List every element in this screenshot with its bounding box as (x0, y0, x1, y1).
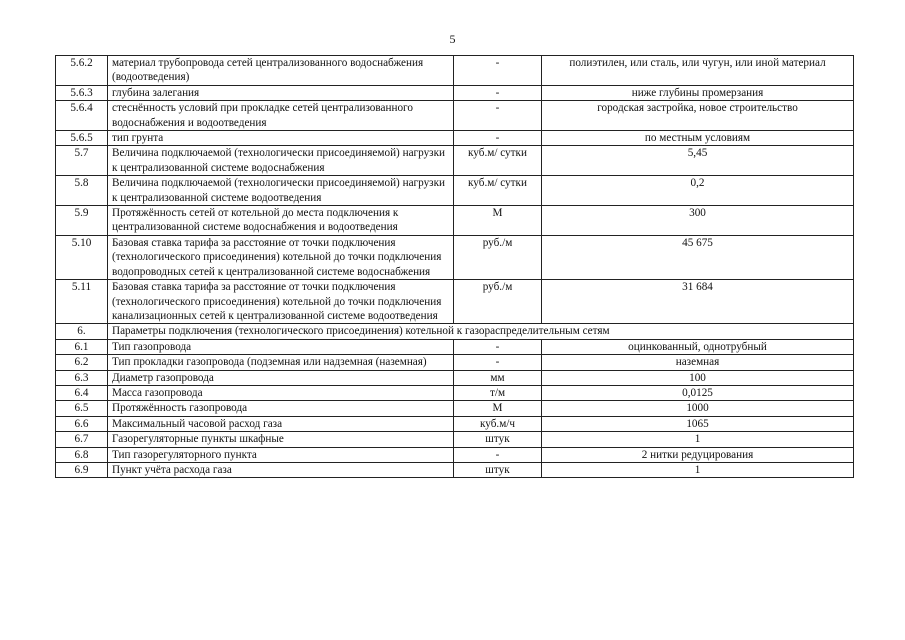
row-number: 6.8 (56, 447, 108, 462)
row-number: 5.6.4 (56, 101, 108, 131)
parameter-name: Газорегуляторные пункты шкафные (108, 432, 454, 447)
parameter-name: Базовая ставка тарифа за расстояние от точки подключения (технологического присоединения) котельной до точки подключения водопроводных сетей к централизованной системе водоснабжения (108, 235, 454, 279)
parameter-name: Величина подключаемой (технологически присоединяемой) нагрузки к централизованной системе водоснабжения (108, 146, 454, 176)
row-number: 6.5 (56, 401, 108, 416)
parameter-name: Масса газопровода (108, 385, 454, 400)
table-row (56, 355, 854, 370)
row-number: 6. (56, 324, 108, 339)
parameter-name: Пункт учёта расхода газа (108, 462, 454, 477)
parameter-name: Тип газорегуляторного пункта (108, 447, 454, 462)
unit-cell: руб./м (454, 280, 542, 324)
page-number: 5 (449, 32, 456, 46)
parameter-name: Протяжённость сетей от котельной до места подключения к централизованной системе водоснабжения и водоотведения (108, 206, 454, 236)
value-cell: 1 (542, 462, 854, 477)
parameter-name: Диаметр газопровода (108, 370, 454, 385)
unit-cell: - (454, 355, 542, 370)
value-cell: городская застройка, новое строительство (542, 101, 854, 131)
unit-cell: мм (454, 370, 542, 385)
unit-cell: М (454, 206, 542, 236)
parameter-name: глубина залегания (108, 85, 454, 100)
row-number: 6.2 (56, 355, 108, 370)
row-number: 6.9 (56, 462, 108, 477)
parameter-name: Тип газопровода (108, 339, 454, 354)
row-number: 5.6.5 (56, 131, 108, 146)
row-number: 6.6 (56, 416, 108, 431)
value-cell: наземная (542, 355, 854, 370)
table-row (56, 280, 854, 324)
parameter-name: тип грунта (108, 131, 454, 146)
parameters-table (55, 55, 854, 478)
table-row (56, 146, 854, 176)
unit-cell: штук (454, 462, 542, 477)
unit-cell: куб.м/ сутки (454, 176, 542, 206)
row-number: 5.6.3 (56, 85, 108, 100)
value-cell: по местным условиям (542, 131, 854, 146)
unit-cell: - (454, 447, 542, 462)
value-cell: 100 (542, 370, 854, 385)
row-number: 5.9 (56, 206, 108, 236)
row-number: 5.10 (56, 235, 108, 279)
value-cell: полиэтилен, или сталь, или чугун, или иной материал (542, 56, 854, 86)
table-body (56, 56, 854, 478)
row-number: 5.7 (56, 146, 108, 176)
value-cell: 45 675 (542, 235, 854, 279)
table-row (56, 416, 854, 431)
unit-cell: - (454, 101, 542, 131)
table-row (56, 235, 854, 279)
row-number: 5.8 (56, 176, 108, 206)
unit-cell: - (454, 339, 542, 354)
value-cell: 31 684 (542, 280, 854, 324)
value-cell: 1000 (542, 401, 854, 416)
value-cell: 0,0125 (542, 385, 854, 400)
table-row (56, 131, 854, 146)
unit-cell: - (454, 85, 542, 100)
table-row (56, 56, 854, 86)
section-title: Параметры подключения (технологического присоединения) котельной к газораспределительным сетям (108, 324, 854, 339)
table-row (56, 370, 854, 385)
table-row (56, 176, 854, 206)
unit-cell: М (454, 401, 542, 416)
table-row (56, 462, 854, 477)
table-row (56, 339, 854, 354)
row-number: 6.3 (56, 370, 108, 385)
parameter-name: стеснённость условий при прокладке сетей централизованного водоснабжения и водоотведения (108, 101, 454, 131)
value-cell: ниже глубины промерзания (542, 85, 854, 100)
section-row (56, 324, 854, 339)
value-cell: оцинкованный, однотрубный (542, 339, 854, 354)
value-cell: 1 (542, 432, 854, 447)
row-number: 6.4 (56, 385, 108, 400)
row-number: 6.1 (56, 339, 108, 354)
table-row (56, 432, 854, 447)
table-row (56, 447, 854, 462)
unit-cell: куб.м/ сутки (454, 146, 542, 176)
value-cell: 1065 (542, 416, 854, 431)
parameter-name: Протяжённость газопровода (108, 401, 454, 416)
value-cell: 2 нитки редуцирования (542, 447, 854, 462)
unit-cell: куб.м/ч (454, 416, 542, 431)
value-cell: 5,45 (542, 146, 854, 176)
row-number: 5.6.2 (56, 56, 108, 86)
table-row (56, 206, 854, 236)
unit-cell: руб./м (454, 235, 542, 279)
parameter-name: Тип прокладки газопровода (подземная или надземная (наземная) (108, 355, 454, 370)
unit-cell: - (454, 56, 542, 86)
unit-cell: штук (454, 432, 542, 447)
value-cell: 0,2 (542, 176, 854, 206)
unit-cell: т/м (454, 385, 542, 400)
parameter-name: Базовая ставка тарифа за расстояние от точки подключения (технологического присоединения) котельной до точки подключения канализационных сетей к централизованной системе водоотведения (108, 280, 454, 324)
parameter-name: Максимальный часовой расход газа (108, 416, 454, 431)
table-row (56, 385, 854, 400)
value-cell: 300 (542, 206, 854, 236)
table-row (56, 401, 854, 416)
row-number: 5.11 (56, 280, 108, 324)
parameter-name: Величина подключаемой (технологически присоединяемой) нагрузки к централизованной системе водоотведения (108, 176, 454, 206)
table-row (56, 85, 854, 100)
unit-cell: - (454, 131, 542, 146)
parameter-name: материал трубопровода сетей централизованного водоснабжения (водоотведения) (108, 56, 454, 86)
table-row (56, 101, 854, 131)
row-number: 6.7 (56, 432, 108, 447)
